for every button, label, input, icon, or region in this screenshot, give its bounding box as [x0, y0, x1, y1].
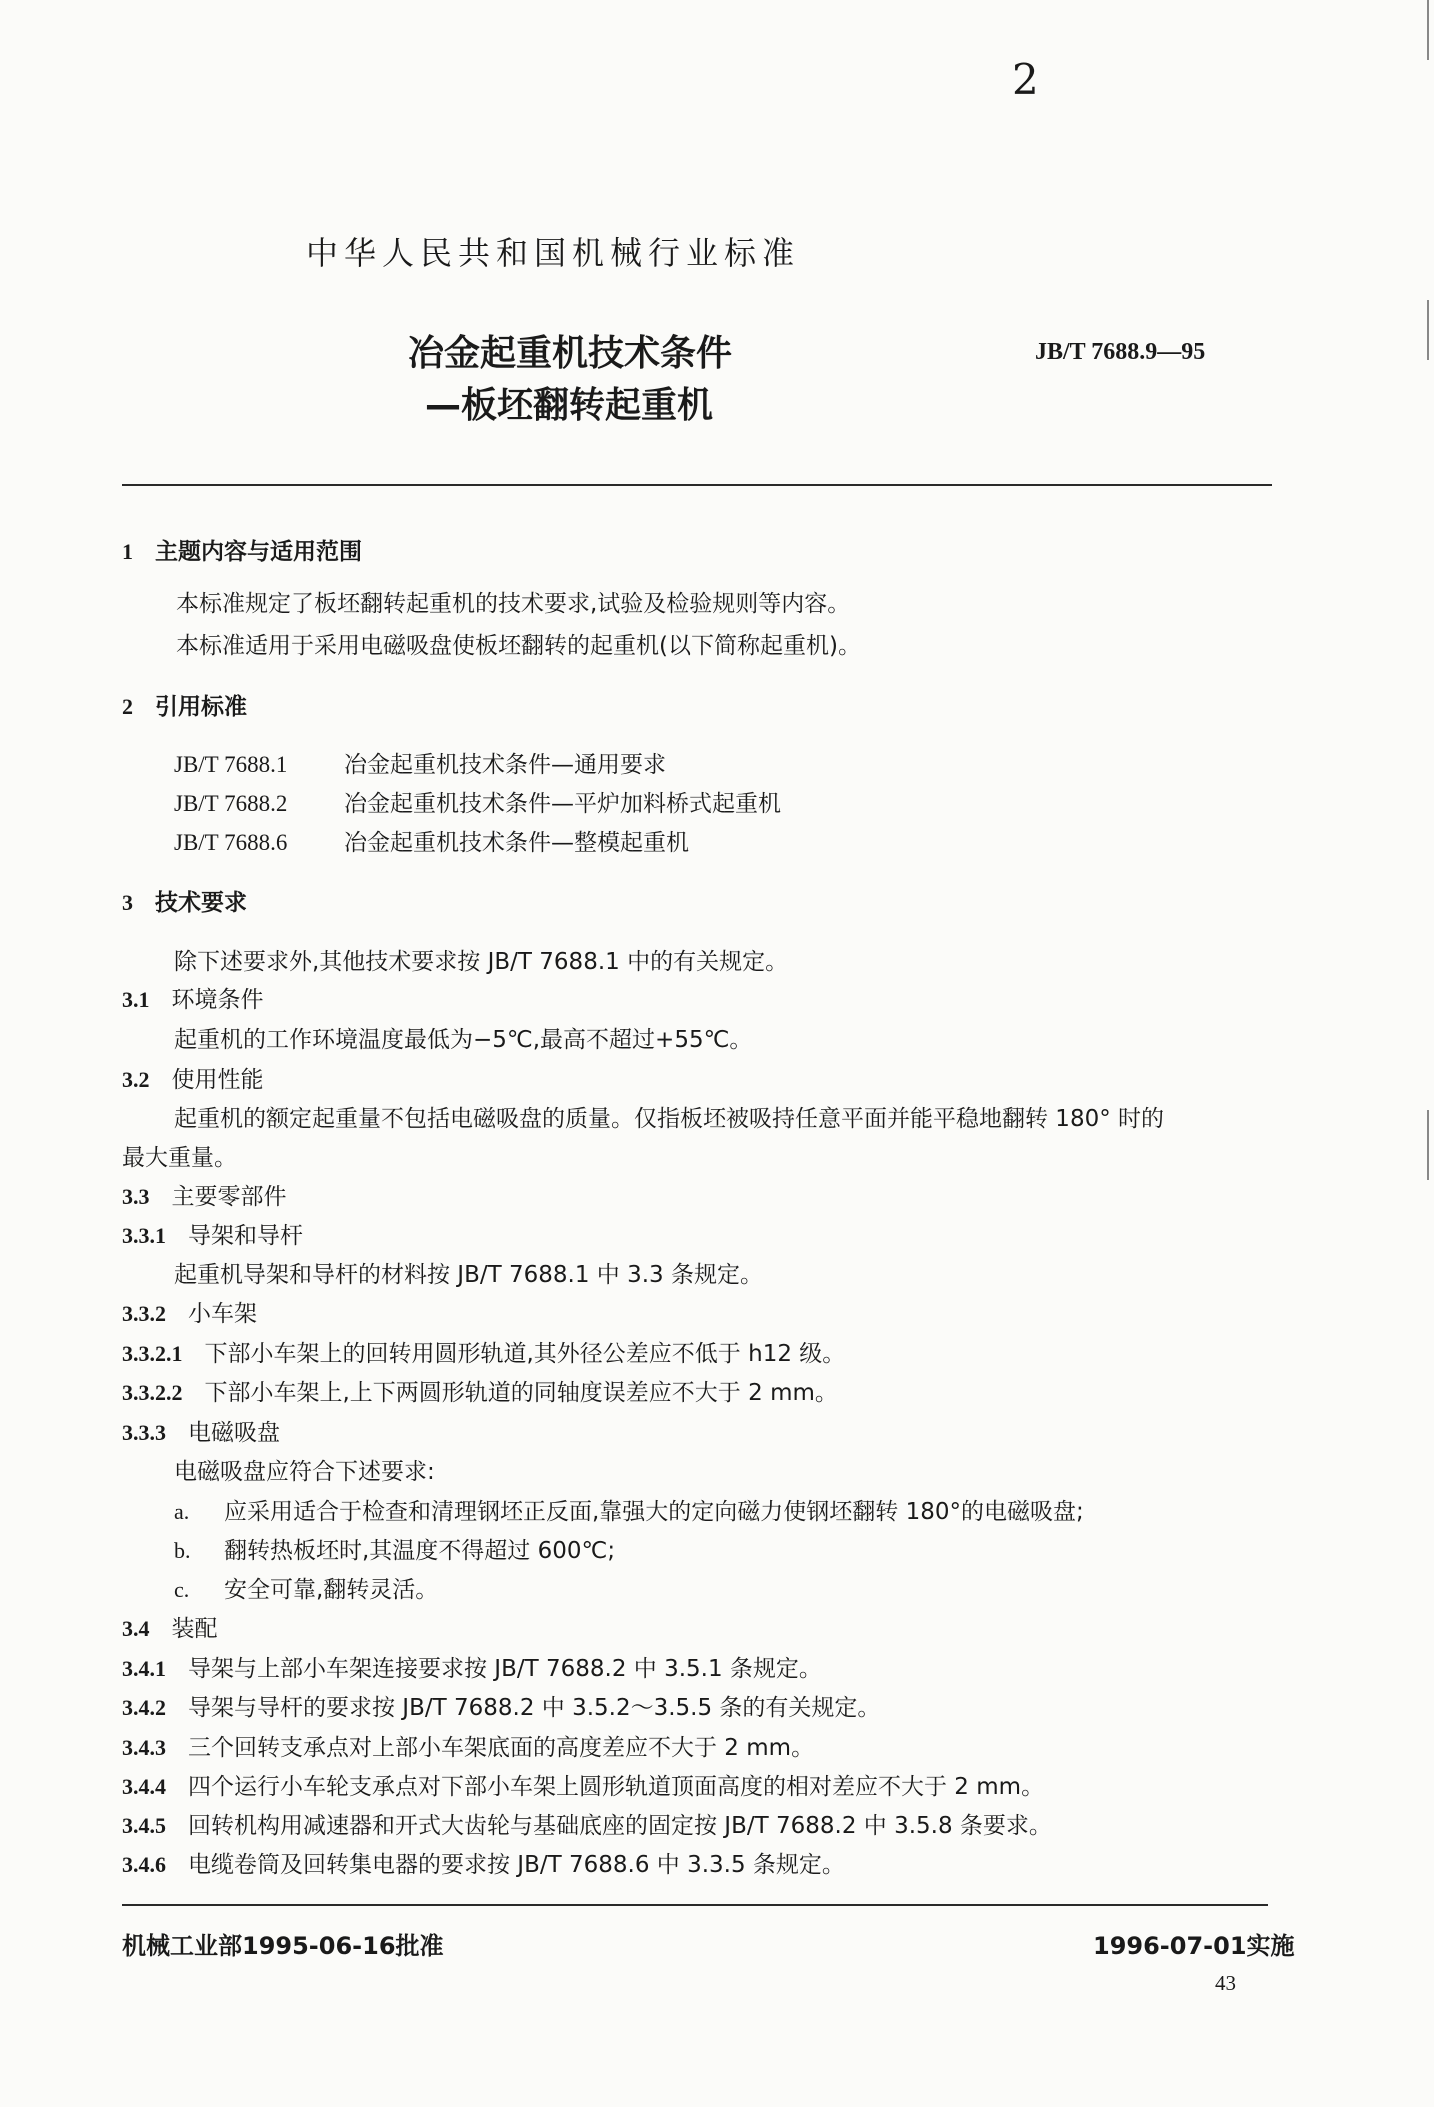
paragraph: 起重机的工作环境温度最低为−5℃,最高不超过+55℃。 — [174, 1027, 753, 1053]
implementation-date: 1996-07-01实施 — [1093, 1932, 1295, 1960]
paragraph-continuation: 最大重量。 — [122, 1145, 237, 1171]
page-title: 冶金起重机技术条件 — [408, 333, 733, 374]
clause: 3.4.5 回转机构用减速器和开式大齿轮与基础底座的固定按 JB/T 7688.2 中 3.5.8 条要求。 — [122, 1813, 1052, 1839]
subsection-heading: 3.3.2 小车架 — [122, 1301, 257, 1327]
subsection-heading: 3.1 环境条件 — [122, 987, 264, 1013]
section-3-intro: 除下述要求外,其他技术要求按 JB/T 7688.1 中的有关规定。 — [174, 949, 789, 975]
section-2-heading: 2 引用标准 — [122, 694, 247, 720]
scan-edge-mark — [1427, 0, 1429, 60]
scan-edge-mark — [1427, 1110, 1429, 1180]
paragraph: 电磁吸盘应符合下述要求: — [174, 1459, 435, 1485]
reference-item: JB/T 7688.6 冶金起重机技术条件—整模起重机 — [174, 830, 689, 856]
page-number: 43 — [1215, 1971, 1236, 1995]
scan-edge-mark — [1427, 300, 1429, 360]
clause: 3.4.1 导架与上部小车架连接要求按 JB/T 7688.2 中 3.5.1 条规定。 — [122, 1656, 822, 1682]
clause: 3.3.2.2 下部小车架上,上下两圆形轨道的同轴度误差应不大于 2 mm。 — [122, 1380, 838, 1406]
subsection-heading: 3.3.1 导架和导杆 — [122, 1223, 303, 1249]
approval-date: 机械工业部1995-06-16批准 — [122, 1932, 444, 1960]
footer-divider — [122, 1904, 1268, 1906]
clause: 3.3.2.1 下部小车架上的回转用圆形轨道,其外径公差应不低于 h12 级。 — [122, 1341, 846, 1367]
paragraph: 起重机的额定起重量不包括电磁吸盘的质量。仅指板坯被吸持任意平面并能平稳地翻转 180° 时的 — [174, 1106, 1165, 1132]
clause: 3.4.4 四个运行小车轮支承点对下部小车架上圆形轨道顶面高度的相对差应不大于 2 mm。 — [122, 1774, 1045, 1800]
issuing-organization: 中华人民共和国机械行业标准 — [306, 234, 801, 272]
section-1-paragraph-1: 本标准规定了板坯翻转起重机的技术要求,试验及检验规则等内容。 — [176, 591, 851, 617]
paragraph: 起重机导架和导杆的材料按 JB/T 7688.1 中 3.3 条规定。 — [174, 1262, 763, 1288]
section-3-heading: 3 技术要求 — [122, 890, 247, 916]
header-divider — [122, 484, 1272, 486]
standard-code: JB/T 7688.9—95 — [1035, 339, 1206, 365]
subsection-heading: 3.4 装配 — [122, 1616, 218, 1642]
reference-item: JB/T 7688.1 冶金起重机技术条件—通用要求 — [174, 752, 666, 778]
section-1-paragraph-2: 本标准适用于采用电磁吸盘使板坯翻转的起重机(以下简称起重机)。 — [176, 633, 861, 659]
subsection-heading: 3.3.3 电磁吸盘 — [122, 1420, 280, 1446]
subsection-heading: 3.3 主要零部件 — [122, 1184, 287, 1210]
reference-item: JB/T 7688.2 冶金起重机技术条件—平炉加料桥式起重机 — [174, 791, 781, 817]
clause: 3.4.3 三个回转支承点对上部小车架底面的高度差应不大于 2 mm。 — [122, 1735, 815, 1761]
section-1-heading: 1 主题内容与适用范围 — [122, 539, 362, 565]
page-subtitle: —板坯翻转起重机 — [425, 385, 714, 426]
subsection-heading: 3.2 使用性能 — [122, 1067, 264, 1093]
list-item: b. 翻转热板坯时,其温度不得超过 600℃; — [174, 1538, 616, 1564]
handwritten-page-mark: 2 — [1012, 55, 1039, 104]
list-item: c. 安全可靠,翻转灵活。 — [174, 1577, 439, 1603]
clause: 3.4.2 导架与导杆的要求按 JB/T 7688.2 中 3.5.2～3.5.5 条的有关规定。 — [122, 1695, 881, 1721]
list-item: a. 应采用适合于检查和清理钢坯正反面,靠强大的定向磁力使钢坯翻转 180°的电磁吸盘; — [174, 1499, 1084, 1525]
clause: 3.4.6 电缆卷筒及回转集电器的要求按 JB/T 7688.6 中 3.3.5 条规定。 — [122, 1852, 845, 1878]
